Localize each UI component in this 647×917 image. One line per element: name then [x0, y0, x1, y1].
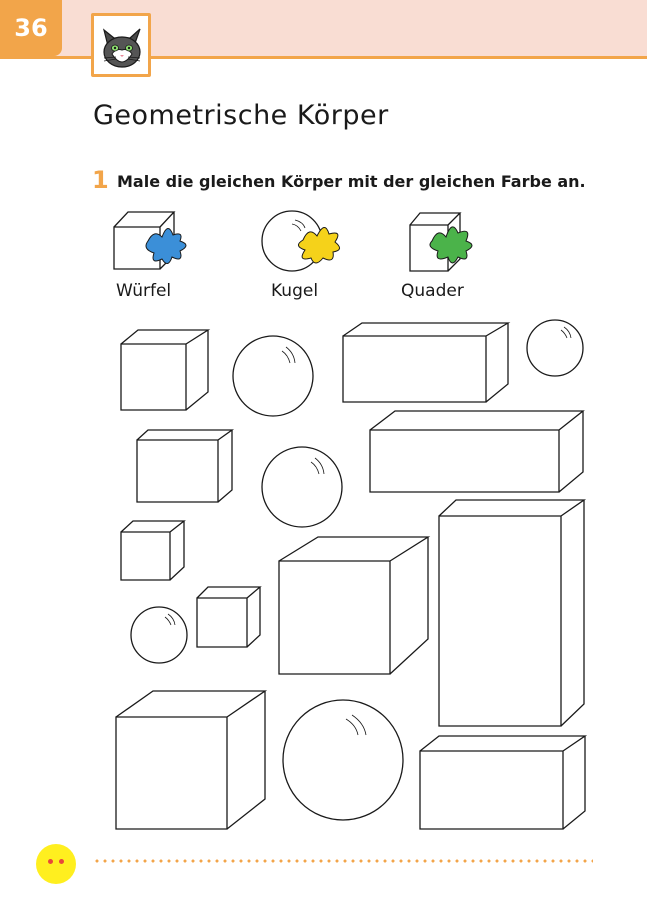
- sphere-shape[interactable]: [128, 604, 190, 666]
- cube-shape[interactable]: [118, 519, 188, 583]
- smiley-icon: [36, 844, 76, 884]
- smiley-eye-left: [48, 859, 53, 864]
- cuboid-shape[interactable]: [367, 408, 587, 496]
- cube-shape[interactable]: [113, 689, 269, 833]
- smiley-eye-right: [59, 859, 64, 864]
- dotted-footer-line: [93, 859, 593, 863]
- page-number: 36: [14, 14, 48, 42]
- legend-label-cube: Würfel: [116, 281, 172, 301]
- sphere-shape[interactable]: [280, 697, 406, 823]
- cuboid-shape[interactable]: [436, 498, 588, 730]
- cuboid-shape[interactable]: [134, 428, 236, 506]
- sphere-shape[interactable]: [230, 333, 316, 419]
- cat-mascot-frame: [91, 13, 151, 77]
- legend-label-cuboid: Quader: [401, 281, 464, 301]
- task-number: 1: [92, 166, 109, 194]
- legend-cuboid-example: [404, 207, 484, 275]
- cube-shape[interactable]: [276, 535, 432, 678]
- sphere-shape[interactable]: [259, 444, 345, 530]
- legend-sphere-example: [259, 208, 349, 274]
- cat-face-icon: [96, 20, 146, 72]
- task-instruction: Male die gleichen Körper mit der gleichen Farbe an.: [117, 172, 586, 191]
- cuboid-shape[interactable]: [340, 320, 512, 406]
- page-number-tab: [0, 0, 62, 56]
- cube-shape[interactable]: [118, 328, 212, 414]
- cuboid-shape[interactable]: [417, 733, 589, 833]
- legend-label-sphere: Kugel: [271, 281, 319, 301]
- page-title: Geometrische Körper: [93, 100, 389, 131]
- cube-shape[interactable]: [194, 585, 264, 650]
- sphere-shape[interactable]: [524, 317, 586, 379]
- legend-cube-example: [110, 207, 200, 277]
